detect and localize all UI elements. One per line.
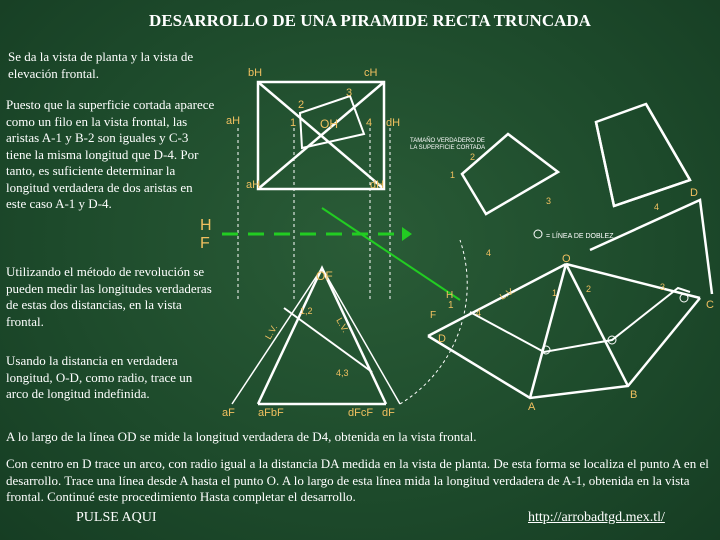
label-1-2: 1,2 [300, 306, 313, 316]
label-dFcF: dFcF [348, 407, 374, 419]
pulse-here-button[interactable]: PULSE AQUI [76, 510, 157, 525]
label-ts-2: 2 [470, 152, 476, 162]
label-aFbF: aFbF [258, 407, 284, 419]
label-dH-lower: dH [370, 179, 385, 191]
label-dev-D: D [438, 333, 446, 345]
label-dev-A: A [528, 401, 536, 413]
label-hf-F: F [430, 310, 437, 321]
label-lv-1: L.V. [263, 322, 280, 341]
label-ts-4: 4 [654, 202, 660, 212]
label-true-size-2: LA SUPERFICIE CORTADA [410, 145, 486, 151]
label-ts-3: 3 [546, 196, 552, 206]
label-aH: aH [226, 115, 241, 127]
label-bH: bH [248, 67, 263, 79]
revolution-text: Utilizando el método de revolución se pueden medir las longitudes verdaderas de estas dos distancias, en la vista frontal. [6, 264, 212, 329]
slide-title: DESARROLLO DE UNA PIRAMIDE RECTA TRUNCADA [149, 11, 591, 30]
label-sketch-D: D [690, 187, 698, 199]
website-link[interactable]: http://arrobadtgd.mex.tl/ [528, 510, 665, 525]
label-aH-lower: aH [246, 179, 261, 191]
intro-text: Se da la vista de planta y la vista de elevación frontal. [8, 49, 194, 81]
label-lv-3: L.V. [498, 285, 517, 302]
label-2: 2 [298, 99, 305, 111]
label-dev-4: 4 [476, 308, 482, 318]
label-aF: aF [222, 407, 235, 419]
label-dev-1: 1 [552, 288, 558, 298]
label-OF: OF [316, 269, 333, 283]
label-lv-2: L.V. [334, 316, 351, 335]
label-dH: dH [386, 117, 401, 129]
measure-text: A lo largo de la línea OD se mide la longitud verdadera de D4, obtenida en la vista frontal. [6, 429, 477, 444]
procedure-text: Con centro en D trace un arco, con radio igual a la distancia DA medida en la vista de planta. De esta forma se localiza el punto A en el desarrollo. Trace una línea desde A hasta el punto O. A lo largo de esta línea mida la longitud verdadera de A-1, obtenida en la vista frontal. Continué este procedimiento Hasta completar el desarrollo. [6, 456, 709, 504]
label-hf-H: H [446, 290, 454, 301]
label-4-3: 4,3 [336, 368, 349, 378]
sketch-outline [590, 200, 712, 294]
arc-text: Usando la distancia en verdadera longitud, O-D, como radio, trace un arco de longitud indefinida. [6, 353, 193, 401]
true-length-line-2 [322, 268, 400, 404]
label-dev-B: B [630, 389, 638, 401]
label-ts-1: 1 [450, 170, 456, 180]
label-F: F [200, 235, 210, 252]
label-dev-4b: 4 [486, 248, 492, 258]
label-fold-line: = LÍNEA DE DOBLEZ [546, 233, 614, 240]
label-1: 1 [290, 117, 297, 129]
dev-line-OB [566, 264, 628, 386]
label-dev-C: C [706, 299, 714, 311]
label-OH: OH [320, 117, 338, 131]
label-dev-3: 3 [660, 282, 666, 292]
fold-line-diagonal [322, 208, 460, 300]
label-dev-O: O [562, 253, 571, 265]
label-hf-1: 1 [448, 300, 454, 311]
true-length-line-1 [232, 268, 322, 404]
explanation-text: Puesto que la superficie cortada aparece como un filo en la vista frontal, las aristas A-1 y B-2 son iguales y C-3 tiene la misma longitud que D-4. Por tanto, es suficiente determinar la longitud verdadera de dos aristas en este caso A-1 y D-4. [6, 97, 215, 211]
label-dev-2: 2 [586, 284, 592, 294]
label-3: 3 [346, 87, 353, 99]
dev-line-OA [530, 264, 566, 398]
front-cut-line [284, 308, 372, 372]
label-true-size: TAMAÑO VERDADERO DE [410, 138, 485, 144]
label-dF: dF [382, 407, 395, 419]
label-H: H [200, 217, 212, 234]
label-cH: cH [364, 67, 378, 79]
label-4: 4 [366, 117, 373, 129]
